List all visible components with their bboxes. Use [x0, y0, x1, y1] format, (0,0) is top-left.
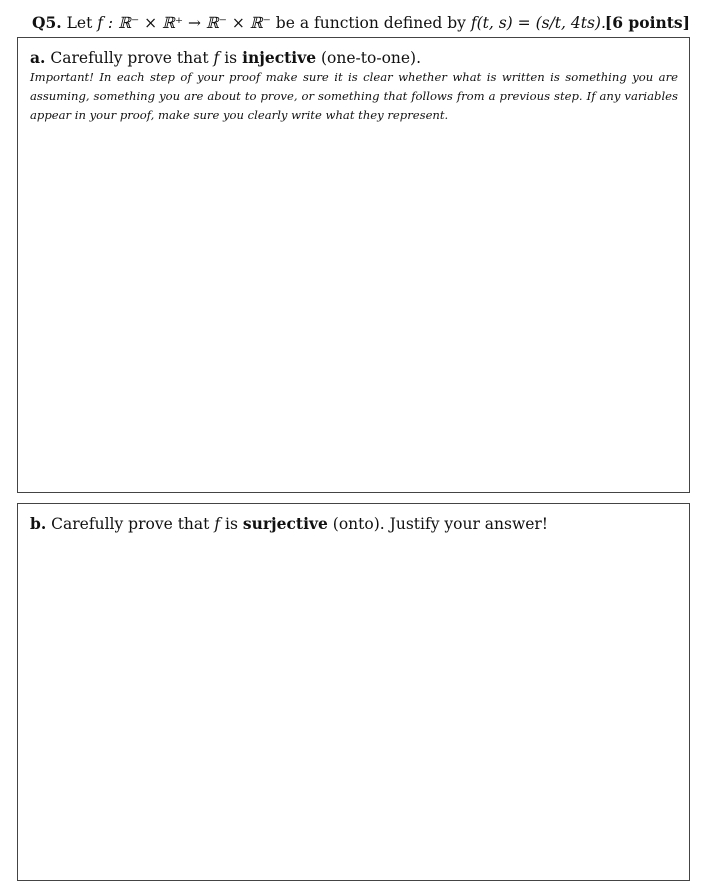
part-b-suffix: (onto). Justify your answer!	[332, 515, 549, 533]
part-b-title	[30, 514, 548, 534]
part-a-suffix: (one-to-one).	[321, 49, 422, 67]
part-b-answer-box[interactable]	[17, 503, 690, 881]
part-a-is: is	[224, 49, 238, 67]
part-a-title	[30, 48, 421, 68]
part-b-f-symbol: f	[214, 515, 221, 533]
question-label: Q5.	[32, 13, 62, 32]
function-definition: f(t, s) = (s/t, 4ts).	[470, 14, 606, 32]
part-b-is: is	[225, 515, 238, 533]
part-b-prefix: Carefully prove that	[51, 515, 210, 533]
part-a-f-symbol: f	[213, 49, 220, 67]
part-b-letter: b.	[30, 514, 47, 533]
question-defined-by: be a function defined by	[275, 14, 466, 32]
part-a-letter: a.	[30, 48, 46, 67]
part-a-prefix: Carefully prove that	[50, 49, 209, 67]
part-a-answer-box[interactable]	[17, 37, 690, 493]
question-intro: Let	[66, 14, 93, 32]
question-header	[32, 12, 690, 34]
part-a-instructions: Important! In each step of your proof make sure it is clear whether what is written is something you are assuming, something you are about to prove, or something that follows from a previous step. If any variables appear in your proof, make sure you clearly write what they represent.	[30, 70, 678, 122]
function-signature: f : ℝ⁻ × ℝ⁺ → ℝ⁻ × ℝ⁻	[97, 14, 271, 32]
points-label: [6 points]	[604, 13, 690, 32]
part-a-keyword: injective	[242, 48, 317, 67]
part-b-keyword: surjective	[242, 514, 328, 533]
